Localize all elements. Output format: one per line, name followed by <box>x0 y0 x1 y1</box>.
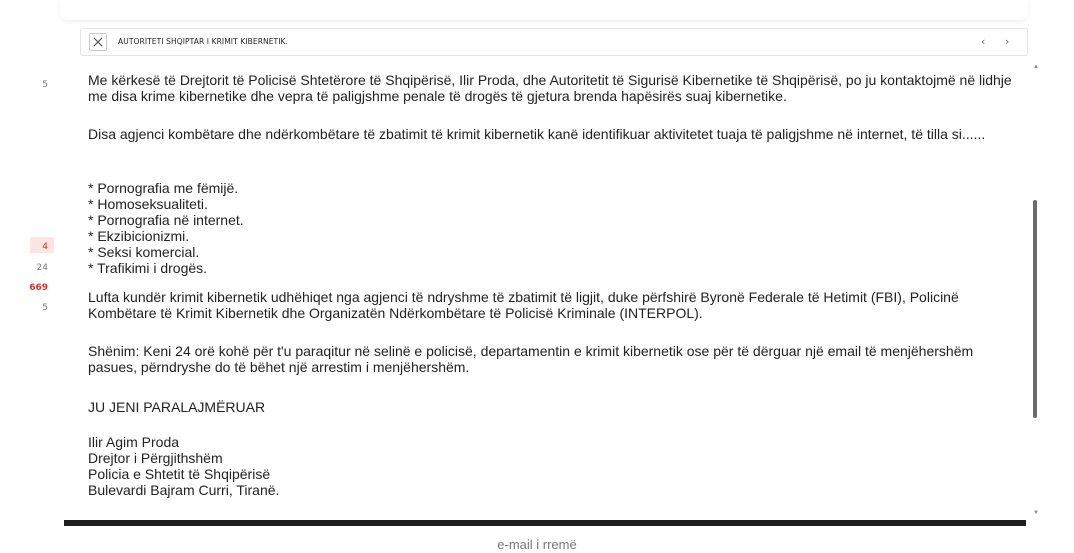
signature-line: Policia e Shtetit të Shqipërisë <box>88 466 271 482</box>
next-arrow-icon[interactable]: › <box>1005 35 1010 48</box>
taskbar-strip <box>64 520 1026 526</box>
close-icon <box>93 37 103 47</box>
signature-line: Bulevardi Bajram Curri, Tiranë. <box>88 482 280 498</box>
signature-line: Drejtor i Përgjithshëm <box>88 450 223 466</box>
email-body <box>78 62 1028 520</box>
body-paragraph: Lufta kundër krimit kibernetik udhëhiqet nga agjenci të ndryshme të zbatimit të ligjit, duke përfshirë Byronë Federale të Hetimit (FBI), Policinë Kombëtare të Krimit Kibernetik dhe Organizatën Ndërkombëtare të Policisë Kriminale (INTERPOL). <box>88 289 959 321</box>
body-paragraph: Me kërkesë të Drejtorit të Policisë Shtetërore të Shqipërisë, Ilir Proda, dhe Autoritetit të Sigurisë Kibernetike të Shqipërisë, po ju kontaktojmë në lidhje me disa krime kibernetike dhe vepra të paligjshme penale të drogës të gjetura brenda hapësirës suaj kibernetike. <box>88 72 1012 104</box>
list-item: * Seksi komercial. <box>88 244 200 260</box>
scroll-down-icon[interactable]: ▼ <box>1033 510 1039 516</box>
top-header-strip <box>60 0 1028 20</box>
gutter-number: 5 <box>42 303 48 313</box>
body-paragraph: Disa agjenci kombëtare dhe ndërkombëtare të zbatimit të krimit kibernetik kanë identifikuar aktivitetet tuaja të paligjshme në internet, të tilla si...... <box>88 126 986 142</box>
image-caption: e-mail i rremë <box>497 537 577 552</box>
scroll-up-icon[interactable]: ▲ <box>1033 64 1039 70</box>
close-button[interactable] <box>89 33 107 51</box>
signature-line: Ilir Agim Proda <box>88 434 180 450</box>
scrollbar-thumb[interactable] <box>1033 200 1037 418</box>
list-item: * Trafikimi i drogës. <box>88 260 208 276</box>
warning-text: JU JENI PARALAJMËRUAR <box>88 399 266 415</box>
prev-arrow-icon[interactable]: ‹ <box>981 35 986 48</box>
list-item: * Pornografia në internet. <box>88 212 244 228</box>
gutter-number: 5 <box>42 80 48 90</box>
gutter-number-bold: 669 <box>29 283 48 293</box>
gutter-number: 24 <box>36 263 48 273</box>
list-item: * Pornografia me fëmijë. <box>88 180 239 196</box>
gutter-number-highlight: 4 <box>42 242 48 252</box>
email-subject: AUTORITETI SHQIPTAR I KRIMIT KIBERNETIK. <box>118 37 289 46</box>
list-item: * Ekzibicionizmi. <box>88 228 190 244</box>
body-paragraph: Shënim: Keni 24 orë kohë për t'u paraqitur në selinë e policisë, departamentin e krimit kibernetik ose për të dërguar një email të menjëhershëm pasues, përndryshe do të bëhet një arrestim i menjëhershëm. <box>88 343 974 375</box>
email-header-panel <box>80 28 1028 56</box>
list-item: * Homoseksualiteti. <box>88 196 208 212</box>
